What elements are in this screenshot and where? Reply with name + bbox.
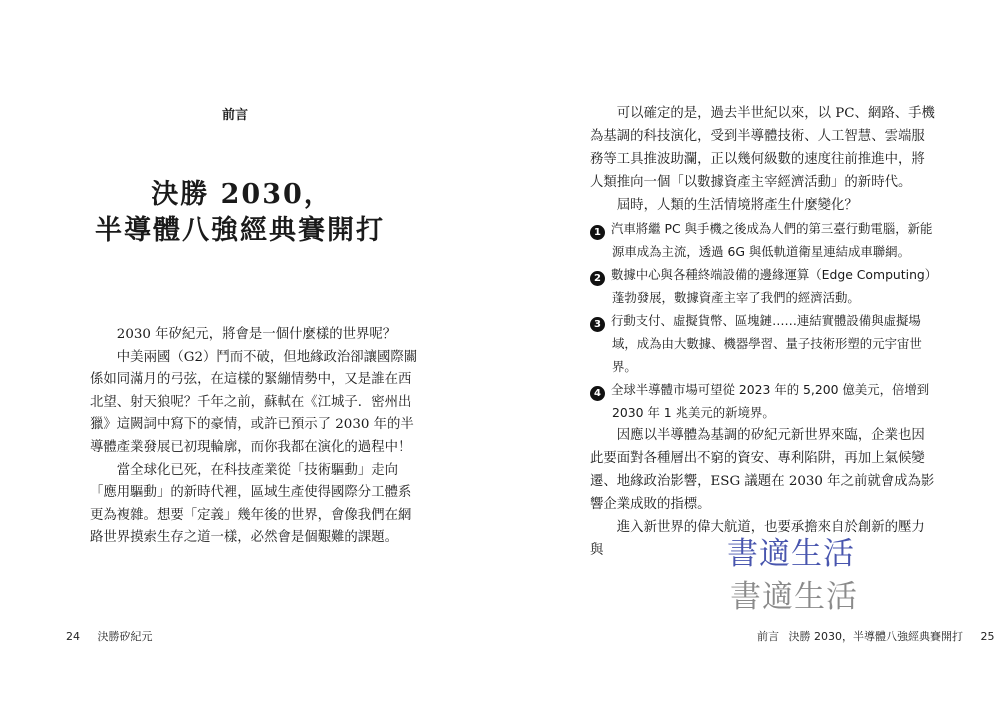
number-badge-icon: 1 (590, 225, 605, 240)
paragraph: 進入新世界的偉大航道，也要承擔來自於創新的壓力與 (590, 520, 925, 558)
number-badge-icon: 3 (590, 317, 605, 332)
paragraph: 2030 年矽紀元，將會是一個什麼樣的世界呢？ (116, 327, 397, 342)
list-item (590, 378, 938, 424)
list-item (590, 217, 938, 263)
watermark-secondary: 書適生活 (730, 579, 858, 615)
paragraph: 屆時，人類的生活情境將產生什麼變化？ (616, 198, 858, 213)
page-number: 25 (980, 630, 995, 643)
watermark-primary: 書適生活 (727, 536, 855, 572)
running-section: 前言 (757, 630, 779, 643)
running-title: 決勝矽紀元 (97, 630, 153, 643)
chapter-title-line2: 半導體八強經典賽開打 (95, 215, 385, 246)
paragraph: 因應以半導體為基調的矽紀元新世界來臨，企業也因此要面對各種層出不窮的資安、專利陷阱，再加上氣候變遷、地緣政治影響，ESG 議題在 2030 年之前就會成為影響企業成敗的指標。 (590, 428, 935, 512)
paragraph: 可以確定的是，過去半世紀以來，以 PC、網路、手機為基調的科技演化，受到半導體技術、人工智慧、雲端服務等工具推波助瀾，正以幾何級數的速度往前推進中，將人類推向一個「以數據資產主宰經濟活動」的新時代。 (590, 106, 935, 190)
running-title: 決勝 2030，半導體八強經典賽開打 (788, 630, 963, 643)
list-item-text: 全球半導體市場可望從 2023 年的 5,200 億美元，倍增到 2030 年 1 兆美元的新境界。 (611, 382, 930, 420)
right-body-text (590, 102, 938, 562)
paragraph: 中美兩國（G2）鬥而不破，但地緣政治卻讓國際關係如同滿月的弓弦，在這樣的緊繃情勢中，又是誰在西北望、射天狼呢？千年之前，蘇軾在《江城子．密州出獵》這闕詞中寫下的豪情，或許已預示了 2030 年的半導體產業發展已初現輪廓，而你我都在演化的過程中！ (90, 349, 418, 455)
list-item-text: 數據中心與各種終端設備的邊緣運算（Edge Computing）蓬勃發展，數據資產主宰了我們的經濟活動。 (611, 267, 938, 305)
right-footer (757, 628, 995, 644)
paragraph: 當全球化已死，在科技產業從「技術驅動」走向「應用驅動」的新時代裡，區域生產使得國際分工體系更為複雜。想要「定義」幾年後的世界，會像我們在網路世界摸索生存之道一樣，必然會是個艱難的課題。 (90, 462, 412, 546)
list-item-text: 行動支付、虛擬貨幣、區塊鏈……連結實體設備與虛擬場域，成為由大數據、機器學習、量子技術形塑的元宇宙世界。 (611, 313, 922, 374)
list-item (590, 263, 938, 309)
list-item-text: 汽車將繼 PC 與手機之後成為人們的第三臺行動電腦，新能源車成為主流，透過 6G 與低軌道衛星連結成車聯網。 (611, 221, 933, 259)
number-badge-icon: 4 (590, 386, 605, 401)
section-label: 前言 (222, 108, 249, 123)
left-body-text (90, 324, 420, 550)
left-footer (66, 628, 153, 644)
number-badge-icon: 2 (590, 271, 605, 286)
chapter-title-line1: 決勝 2030， (151, 179, 333, 210)
list-item (590, 309, 938, 378)
page-number: 24 (66, 630, 80, 643)
